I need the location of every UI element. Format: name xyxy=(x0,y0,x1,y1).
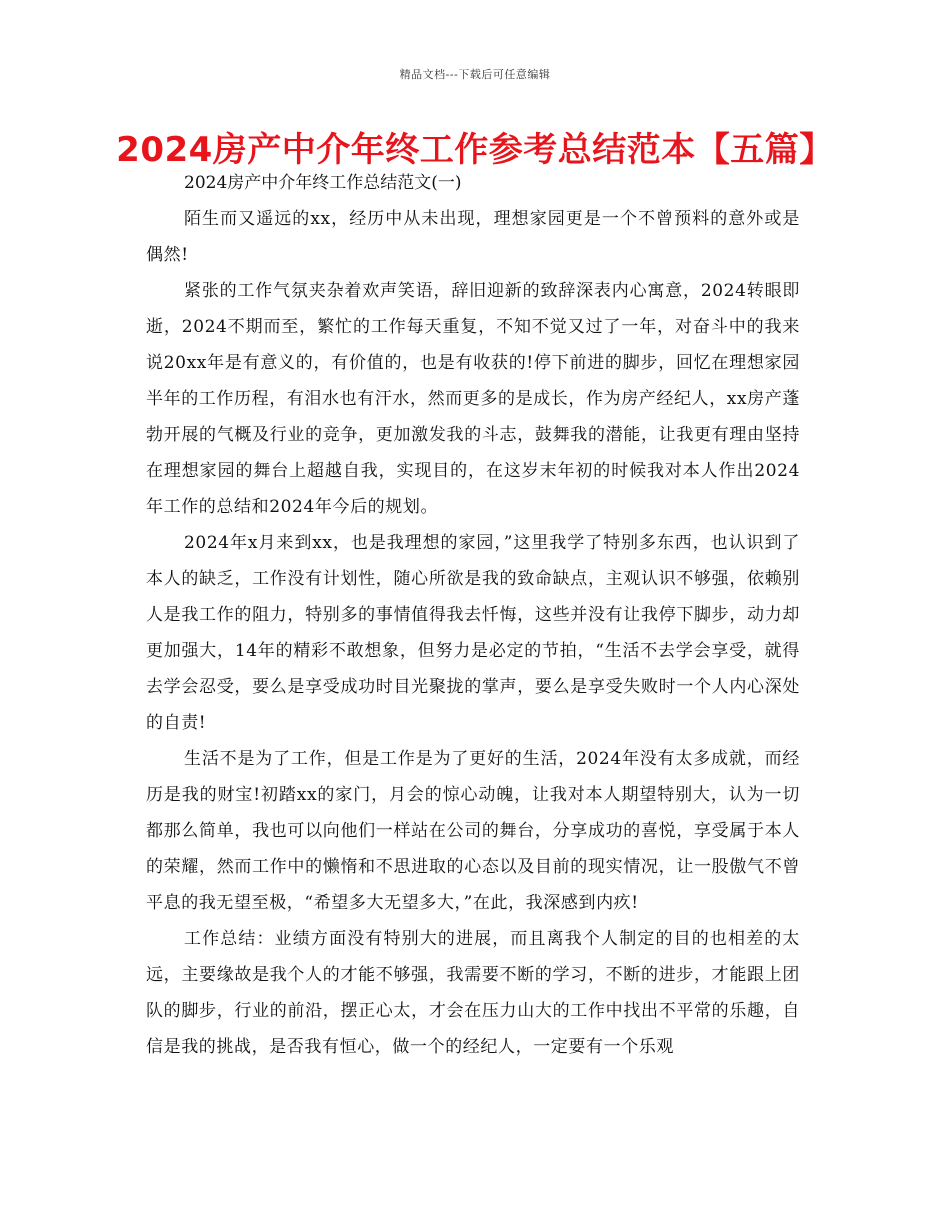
header-note: 精品文档---下载后可任意编辑 xyxy=(399,68,551,81)
paragraph-5: 工作总结：业绩方面没有特别大的进展，而且离我个人制定的目的也相差的太远，主要缘故是我个人的才能不够强，我需要不断的学习，不断的进步，才能跟上团队的脚步，行业的前沿，摆正心太，才会在压力山大的工作中找出不平常的乐趣，自信是我的挑战，是否我有恒心，做一个的经纪人，一定要有一个乐观 xyxy=(146,929,800,1057)
paragraph-3: 2024年x月来到xx，也是我理想的家园，”这里我学了特别多东西，也认识到了本人的缺乏，工作没有计划性，随心所欲是我的致命缺点，主观认识不够强，依赖别人是我工作的阻力，特别多的事情值得我去忏悔，这些并没有让我停下脚步，动力却更加强大，14年的精彩不敢想象，但努力是必定的节拍，“生活不去学会享受，就得去学会忍受，要么是享受成功时目光聚拢的掌声，要么是享受失败时一个人内心深处的自责! xyxy=(146,533,800,733)
paragraph-2: 紧张的工作气氛夹杂着欢声笑语，辞旧迎新的致辞深表内心寓意，2024转眼即逝，2024不期而至，繁忙的工作每天重复，不知不觉又过了一年，对奋斗中的我来说20xx年是有意义的，有价值的，也是有收获的!停下前进的脚步，回忆在理想家园半年的工作历程，有泪水也有汗水，然而更多的是成长，作为房产经纪人，xx房产蓬勃开展的气概及行业的竞争，更加激发我的斗志，鼓舞我的潜能，让我更有理由坚持在理想家园的舞台上超越自我，实现目的，在这岁末年初的时候我对本人作出2024年工作的总结和2024年今后的规划。 xyxy=(146,281,800,517)
document-body xyxy=(146,165,800,1065)
document-title: 2024房产中介年终工作参考总结范本【五篇】 xyxy=(116,130,834,170)
section-subtitle: 2024房产中介年终工作总结范文(一) xyxy=(184,173,462,193)
paragraph-4: 生活不是为了工作，但是工作是为了更好的生活，2024年没有太多成就，而经历是我的财宝!初踏xx的家门，月会的惊心动魄，让我对本人期望特别大，认为一切都那么简单，我也可以向他们一样站在公司的舞台，分享成功的喜悦，享受属于本人的荣耀，然而工作中的懒惰和不思进取的心态以及目前的现实情况，让一股傲气不曾平息的我无望至极，“希望多大无望多大，”在此，我深感到内疚! xyxy=(146,749,800,913)
paragraph-1: 陌生而又遥远的xx，经历中从未出现，理想家园更是一个不曾预料的意外或是偶然! xyxy=(146,209,800,265)
